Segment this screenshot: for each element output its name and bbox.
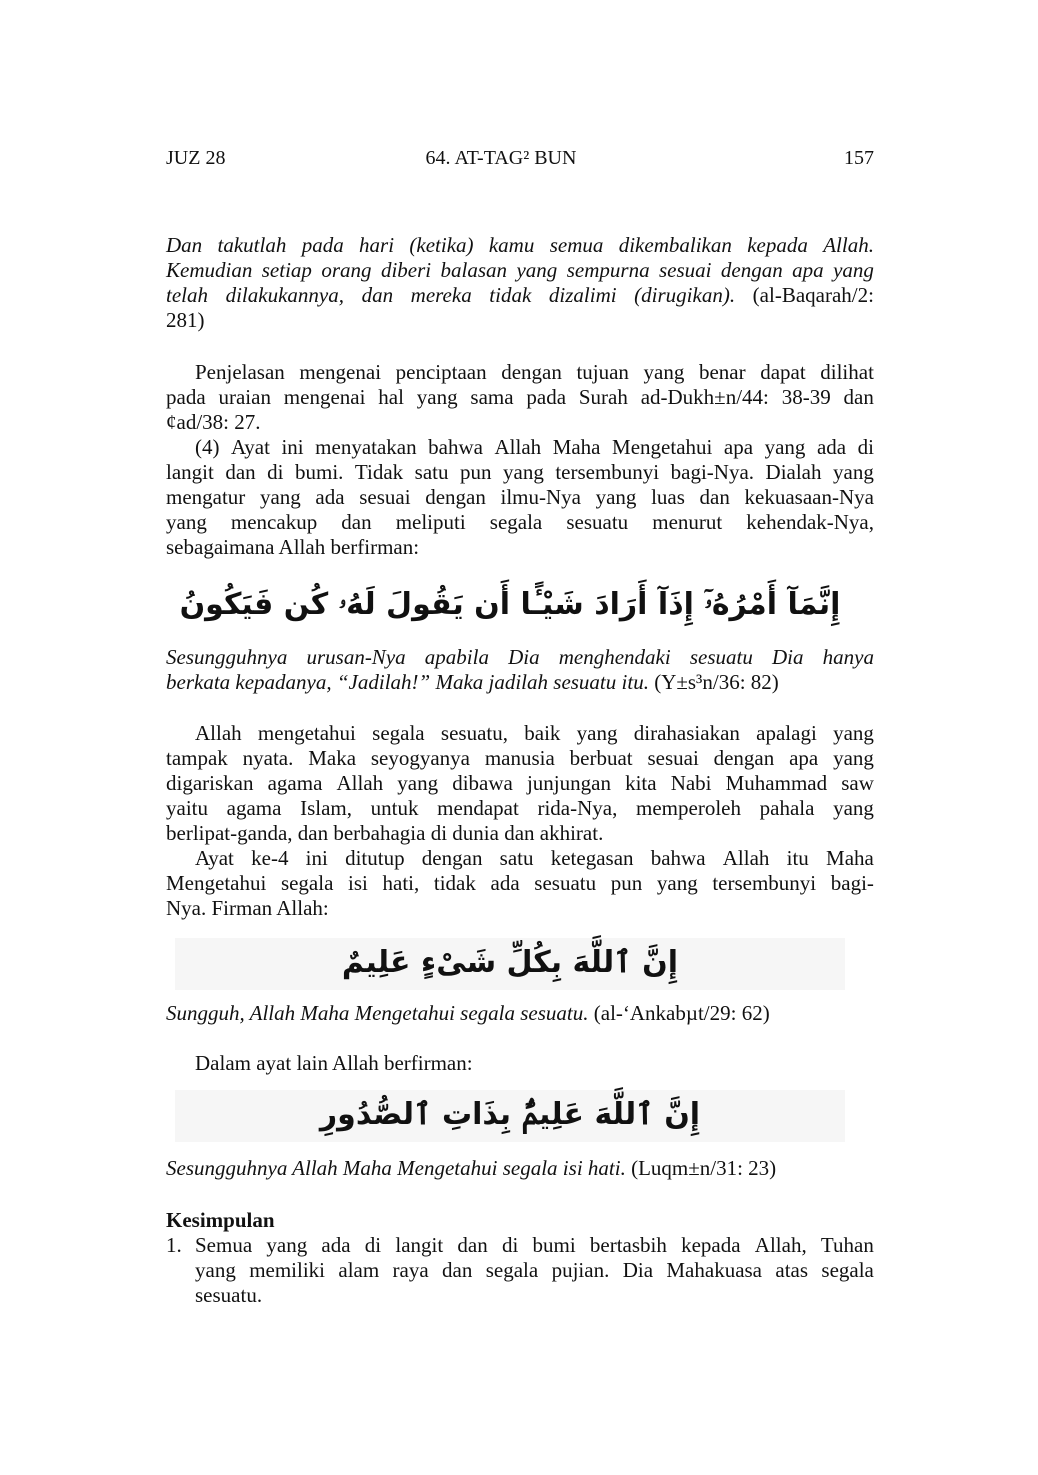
text: ad-Dukh±n/44:	[640, 385, 769, 409]
text: Islam,	[300, 796, 353, 820]
text: segala	[489, 510, 543, 534]
text: bagi-	[830, 871, 874, 895]
text: meliputi	[395, 510, 466, 534]
text: dan	[843, 385, 874, 409]
text: Allah	[195, 721, 242, 745]
text: baik	[524, 721, 561, 745]
italic-text: yang	[516, 258, 558, 282]
paragraph-allah-mengetahui	[166, 721, 874, 921]
text-line	[166, 385, 874, 410]
italic-text: mereka	[410, 283, 472, 307]
text: apa	[789, 746, 819, 770]
text: mengenai	[283, 385, 366, 409]
italic-text: kamu	[488, 233, 535, 257]
text: dan	[442, 1258, 473, 1282]
text: dan	[341, 510, 372, 534]
italic-text: Dia	[508, 645, 540, 669]
text: ada	[490, 871, 520, 895]
text: memiliki	[249, 1258, 326, 1282]
paragraph-ayat-lain	[166, 1051, 874, 1076]
text: (al-‘Ankabµt/29: 62)	[588, 1001, 770, 1025]
text: ¢ad/38: 27.	[166, 410, 261, 434]
text: Ayat	[195, 846, 234, 870]
italic-text: menghendaki	[558, 645, 671, 669]
italic-text: dizalimi	[548, 283, 617, 307]
italic-text: kepada	[747, 233, 808, 257]
text: ditutup	[345, 846, 405, 870]
text: yang	[833, 796, 874, 820]
text: di	[857, 435, 874, 459]
text: Dia	[622, 1258, 654, 1282]
text-line	[166, 721, 874, 746]
italic-text: sesuai	[659, 258, 712, 282]
text: nyata.	[242, 746, 294, 770]
text: alam	[338, 1258, 380, 1282]
italic-text: takutlah	[217, 233, 287, 257]
text: sesuatu	[566, 510, 629, 534]
italic-text: (dirugikan).	[634, 283, 736, 307]
text: Mahakuasa	[666, 1258, 763, 1282]
text: pahala	[759, 796, 815, 820]
text: pun	[610, 871, 643, 895]
text: yang	[764, 435, 806, 459]
text: apalagi	[756, 721, 817, 745]
quran-translation-ankabut	[166, 1001, 874, 1026]
text: mengenai	[299, 360, 382, 384]
italic-text: telah	[166, 283, 208, 307]
text-line	[166, 258, 874, 283]
text: Maka	[308, 746, 357, 770]
text: tersembunyi	[712, 871, 817, 895]
text-line	[166, 645, 874, 670]
text: Allah	[722, 846, 770, 870]
text: kepada	[681, 1233, 741, 1257]
text: menyatakan	[315, 435, 417, 459]
arabic-verse-luqman: إِنَّ ٱللَّهَ عَلِيمٌۢ بِذَاتِ ٱلصُّدُورِ	[175, 1090, 845, 1142]
text: di	[267, 460, 284, 484]
text: berlipat-ganda, dan berbahagia di dunia dan akhirat.	[166, 821, 604, 845]
text-line	[166, 1258, 874, 1283]
text: tampak	[166, 746, 228, 770]
text: yang	[397, 771, 439, 795]
text: mendapat	[437, 796, 519, 820]
italic-text: Sesungguhnya	[166, 645, 288, 669]
text: bumi.	[295, 460, 344, 484]
quran-translation-baqarah	[166, 233, 874, 333]
italic-text: dilakukannya,	[225, 283, 344, 307]
text: junjungan	[526, 771, 611, 795]
text: manusia	[484, 746, 555, 770]
text: (Luqm±n/31: 23)	[625, 1156, 777, 1180]
text-line	[166, 485, 874, 510]
text: tersembunyi	[555, 460, 660, 484]
text: (Y±s³n/36: 82)	[648, 670, 779, 694]
text: yang	[503, 460, 544, 484]
text: sesuatu.	[195, 1283, 263, 1307]
italic-text: pada	[301, 233, 344, 257]
text: pun	[460, 460, 492, 484]
italic-text: tidak	[489, 283, 532, 307]
text: ini	[305, 846, 328, 870]
text: bumi	[532, 1233, 576, 1257]
text: ada	[315, 485, 345, 509]
text: saw	[841, 771, 874, 795]
text: satu	[499, 846, 534, 870]
text: pada	[526, 385, 567, 409]
text: Allah,	[754, 1233, 807, 1257]
text-line	[166, 1233, 874, 1258]
text: Tuhan	[820, 1233, 874, 1257]
text: Allah	[494, 435, 542, 459]
text: satu	[414, 460, 449, 484]
text: dengan	[713, 746, 775, 770]
text-line	[166, 435, 874, 460]
text: untuk	[370, 796, 419, 820]
text: Nya. Firman Allah:	[166, 896, 329, 920]
text: bertasbih	[589, 1233, 667, 1257]
italic-text: Allah.	[823, 233, 874, 257]
italic-text: sempurna	[566, 258, 650, 282]
text: Mengetahui	[166, 871, 267, 895]
text: luas	[651, 485, 685, 509]
text-line	[166, 460, 874, 485]
text: di	[501, 1233, 519, 1257]
text: sesuatu	[534, 871, 597, 895]
text: yang	[166, 510, 207, 534]
italic-text: balasan	[440, 258, 508, 282]
paragraph-ayat-4	[166, 435, 874, 560]
list-number: 1.	[166, 1233, 182, 1257]
italic-text: Dia	[771, 645, 804, 669]
text: ketegasan	[550, 846, 634, 870]
text: berbuat	[569, 746, 633, 770]
text: Nabi	[670, 771, 712, 795]
text: yang	[576, 721, 618, 745]
text: ada	[321, 1233, 351, 1257]
text: bahwa	[428, 435, 483, 459]
italic-text: Sesungguhnya Allah Maha Mengetahui segala isi hati.	[166, 1156, 626, 1180]
text: Tidak	[354, 460, 404, 484]
text: 38-39	[781, 385, 831, 409]
text: yang	[595, 485, 637, 509]
text-line	[166, 771, 874, 796]
text: hati,	[382, 871, 420, 895]
text: yang	[833, 746, 874, 770]
text: yang	[259, 485, 301, 509]
text-line	[166, 283, 874, 308]
text: mengatur	[166, 485, 246, 509]
quran-translation-yasin	[166, 645, 874, 695]
text: itu	[786, 846, 809, 870]
text: yaitu	[166, 796, 208, 820]
italic-text: urusan-Nya	[306, 645, 406, 669]
arabic-verse-ankabut: إِنَّ ٱللَّهَ بِكُلِّ شَىْءٍ عَلِيمٌ	[175, 938, 845, 990]
text: bahwa	[650, 846, 706, 870]
text-line	[166, 1001, 874, 1026]
text: Dialah	[765, 460, 822, 484]
text: atas	[775, 1258, 809, 1282]
text: ini	[281, 435, 304, 459]
text: ada	[816, 435, 847, 459]
text: Penjelasan	[195, 360, 285, 384]
text: kekuasaan-Nya	[744, 485, 874, 509]
text: apa	[723, 435, 754, 459]
italic-text: apabila	[424, 645, 489, 669]
text: menurut	[652, 510, 723, 534]
text-line	[166, 1283, 874, 1308]
text-line	[166, 871, 874, 896]
text: dengan	[421, 846, 483, 870]
text: dan	[699, 485, 730, 509]
text: kita	[625, 771, 657, 795]
text: digariskan	[166, 771, 254, 795]
text: yang	[833, 460, 874, 484]
text: segala	[821, 1258, 874, 1282]
text: uraian	[218, 385, 271, 409]
text-line	[166, 1156, 874, 1181]
quran-translation-luqman	[166, 1156, 874, 1181]
italic-text: (ketika)	[409, 233, 474, 257]
text: yang	[195, 1258, 236, 1282]
text: yang	[656, 871, 698, 895]
text-line	[166, 1051, 874, 1076]
text: agama	[226, 796, 282, 820]
text-line	[166, 746, 874, 771]
text: 281)	[166, 308, 205, 332]
running-header-surah: 64. AT-TAG² BUN	[425, 147, 577, 169]
text: dapat	[760, 360, 806, 384]
text: ke-4	[251, 846, 289, 870]
text: dilihat	[820, 360, 874, 384]
italic-text: apa	[792, 258, 824, 282]
text: agama	[267, 771, 323, 795]
italic-text: berkata kepadanya, “Jadilah!” Maka jadilah sesuatu itu.	[166, 670, 649, 694]
text: dengan	[425, 485, 486, 509]
text: Allah	[336, 771, 384, 795]
text: di	[364, 1233, 382, 1257]
italic-text: hanya	[822, 645, 874, 669]
italic-text: Kemudian	[166, 258, 253, 282]
text: yang	[833, 721, 874, 745]
text: benar	[698, 360, 746, 384]
text-line	[166, 670, 874, 695]
text-line	[166, 510, 874, 535]
page-number: 157	[844, 147, 874, 169]
italic-text: yang	[833, 258, 874, 282]
italic-text: dengan	[720, 258, 783, 282]
text: penciptaan	[395, 360, 487, 384]
text: pujian.	[551, 1258, 610, 1282]
text: raya	[392, 1258, 429, 1282]
text: Muhammad	[725, 771, 828, 795]
text: tidak	[433, 871, 476, 895]
text: memperoleh	[636, 796, 741, 820]
text: Maha	[552, 435, 601, 459]
text: yang	[416, 385, 458, 409]
text: langit	[395, 1233, 444, 1257]
text-line	[166, 846, 874, 871]
italic-text: Sungguh, Allah Maha Mengetahui segala sesuatu.	[166, 1001, 589, 1025]
text-line	[166, 896, 874, 921]
italic-text: sesuatu	[689, 645, 753, 669]
italic-text: orang	[321, 258, 372, 282]
text: sesuai	[359, 485, 411, 509]
italic-text: Dan	[166, 233, 203, 257]
text: kehendak-Nya,	[746, 510, 874, 534]
text-line	[166, 233, 874, 258]
italic-text: dan	[361, 283, 394, 307]
text: segala	[280, 871, 334, 895]
paragraph-penjelasan	[166, 360, 874, 435]
text: seyogyanya	[370, 746, 470, 770]
text: Semua	[195, 1233, 253, 1257]
text: isi	[348, 871, 368, 895]
text: yang	[643, 360, 685, 384]
text-line	[166, 410, 874, 435]
text: tujuan	[576, 360, 629, 384]
section-heading-kesimpulan: Kesimpulan	[166, 1208, 275, 1232]
text: langit	[166, 460, 214, 484]
text: dan	[457, 1233, 488, 1257]
text: yang	[266, 1233, 308, 1257]
text: Dalam ayat lain Allah berfirman:	[195, 1051, 473, 1075]
text-line	[166, 821, 874, 846]
text: segala	[485, 1258, 539, 1282]
text: Ayat	[231, 435, 270, 459]
text: mencakup	[230, 510, 318, 534]
text: sama	[470, 385, 514, 409]
text: dan	[225, 460, 256, 484]
text: rida-Nya,	[537, 796, 618, 820]
text: dirahasiakan	[633, 721, 740, 745]
text: Mengetahui	[612, 435, 713, 459]
text: ilmu-Nya	[500, 485, 581, 509]
text: dibawa	[452, 771, 513, 795]
text-line	[166, 308, 874, 333]
text-line	[166, 535, 874, 560]
text: sebagaimana Allah berfirman:	[166, 535, 420, 559]
text: sesuai	[647, 746, 699, 770]
text: dengan	[501, 360, 562, 384]
arabic-verse-yasin: إِنَّمَآ أَمْرُهُۥٓ إِذَآ أَرَادَ شَيْـًٔا أَن يَقُولَ لَهُۥ كُن فَيَكُونُ	[179, 587, 841, 622]
text: (4)	[195, 435, 220, 459]
text-line	[166, 796, 874, 821]
running-header-juz: JUZ 28	[166, 147, 226, 169]
italic-text: diberi	[380, 258, 432, 282]
text: Maha	[826, 846, 874, 870]
text: sesuatu,	[440, 721, 508, 745]
italic-text: hari	[359, 233, 395, 257]
text: segala	[372, 721, 425, 745]
text: mengetahui	[257, 721, 356, 745]
text: Surah	[578, 385, 628, 409]
text: bagi-Nya.	[670, 460, 755, 484]
text: hal	[378, 385, 404, 409]
italic-text: semua	[549, 233, 604, 257]
conclusion-list-item	[166, 1233, 874, 1308]
italic-text: setiap	[261, 258, 312, 282]
italic-text: dikembalikan	[618, 233, 732, 257]
text: (al-Baqarah/2:	[752, 283, 874, 307]
text: pada	[166, 385, 206, 409]
text-line	[166, 360, 874, 385]
list-item-text	[166, 1233, 874, 1308]
